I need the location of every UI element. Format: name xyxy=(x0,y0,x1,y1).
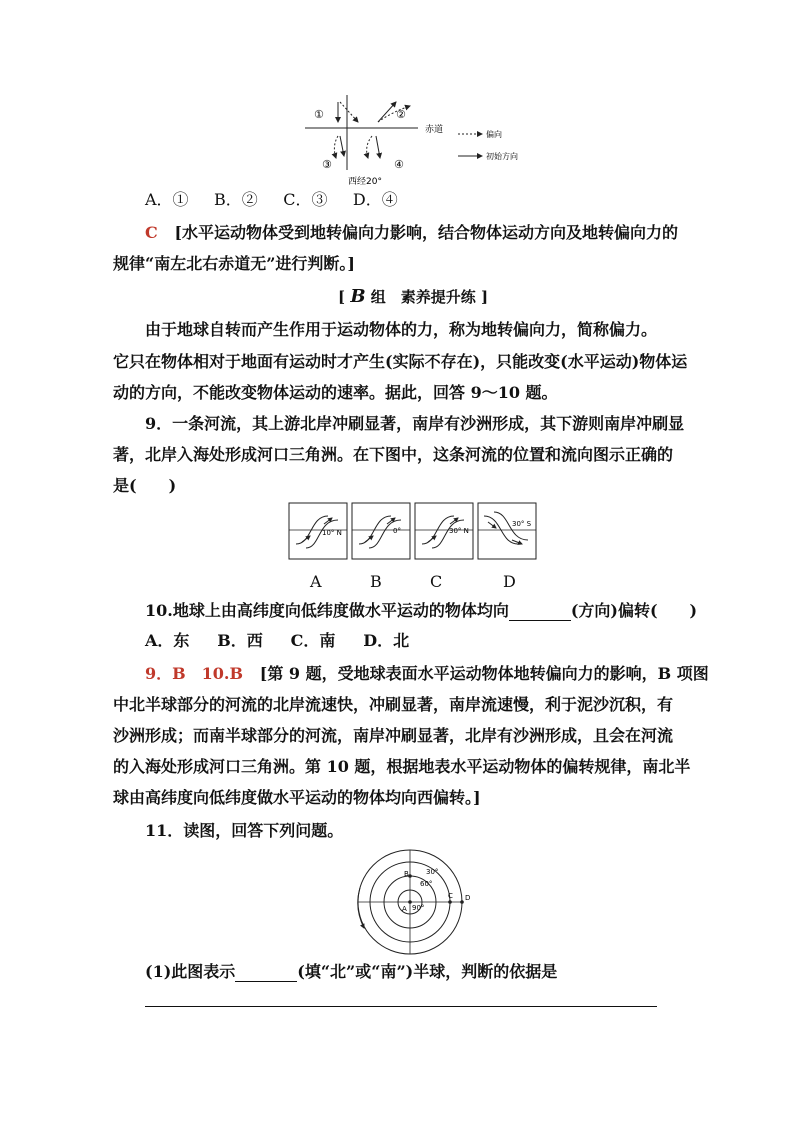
panel-c-lat: 30° N xyxy=(449,527,469,535)
ans910-line-4: 的入海处形成河口三角洲。第 10 题，根据地表水平运动物体的偏转规律，南北半 xyxy=(113,757,691,776)
label-1: ① xyxy=(314,108,324,121)
label-4: ④ xyxy=(394,158,404,171)
polar-diagram xyxy=(350,848,480,958)
q11-sub1-a: (1)此图表示 xyxy=(145,962,236,981)
q10-option-a: A．东 xyxy=(145,631,190,650)
q9-line-2: 著，北岸入海处形成河口三角洲。在下图中，这条河流的位置和流向图示正确的 xyxy=(113,445,674,464)
q10-stem-a: 10.地球上由高纬度向低纬度做水平运动的物体均向 xyxy=(145,601,509,620)
deflection-diagram xyxy=(300,90,540,190)
q8-answer-text1: [水平运动物体受到地转偏向力影响，结合物体运动方向及地转偏向力的 xyxy=(174,223,679,242)
section-bracket-left: [ xyxy=(338,288,351,306)
ans910-line-3: 沙洲形成；而南半球部分的河流，南岸冲刷显著，北岸有沙洲形成，且会在河流 xyxy=(113,726,674,745)
panel-letter-d: D xyxy=(503,572,516,591)
ans910-line-2: 中北半球部分的河流的北岸流速快，冲刷显著，南岸流速慢，利于泥沙沉积，有 xyxy=(113,695,674,714)
panel-a-lat: 10° N xyxy=(322,529,342,537)
q10-option-d: D．北 xyxy=(363,631,410,650)
q10-blank xyxy=(509,602,571,621)
q10-stem xyxy=(145,601,697,621)
q9-line-3: 是( ) xyxy=(113,476,177,495)
section-bracket-right: ] xyxy=(481,288,489,306)
panel-a xyxy=(289,503,347,559)
intro-line-3: 动的方向，不能改变物体运动的速率。据此，回答 9～10 题。 xyxy=(113,383,558,402)
label-2: ② xyxy=(396,108,406,121)
panel-letter-b: B xyxy=(370,572,382,591)
point-a: A xyxy=(402,905,407,913)
q10-stem-b: (方向)偏转( ) xyxy=(570,601,698,620)
q8-option-a: A．① xyxy=(145,190,189,209)
arrow-initial-4 xyxy=(376,136,380,158)
q8-answer-letter: C xyxy=(145,223,158,242)
q11-sub1-blank xyxy=(235,963,297,982)
arrow-initial-3 xyxy=(340,136,344,156)
label-60: 60° xyxy=(420,880,433,888)
meridian-label: 西经20° xyxy=(348,177,382,187)
ans910-text1: [第 9 题，受地球表面水平运动物体地转偏向力的影响，B 项图 xyxy=(259,664,709,683)
q10-option-c: C．南 xyxy=(290,631,336,650)
arrow-initial-2 xyxy=(378,102,396,122)
q8-answer-line1 xyxy=(145,223,678,243)
intro-line-2: 它只在物体相对于地面有运动时才产生(实际不存在)，只能改变(水平运动)物体运 xyxy=(113,352,688,371)
q9-line-1: 9．一条河流，其上游北岸冲刷显著，南岸有沙洲形成，其下游则南岸冲刷显 xyxy=(145,414,685,433)
equator-label: 赤道 xyxy=(425,125,444,135)
label-3: ③ xyxy=(322,158,332,171)
q10-option-b: B．西 xyxy=(217,631,263,650)
legend-initial: 初始方向 xyxy=(486,152,518,161)
section-title: 组 素养提升练 xyxy=(370,288,476,306)
label-30: 30° xyxy=(426,868,439,876)
section-header xyxy=(338,287,488,307)
intro-line-1: 由于地球自转而产生作用于运动物体的力，称为地转偏向力，简称偏力。 xyxy=(145,320,658,339)
arrow-deflect-3 xyxy=(334,136,338,158)
q11-sub1-b: (填“北”或“南”)半球，判断的依据是 xyxy=(297,962,558,981)
panel-b-lat: 0° xyxy=(393,527,401,535)
panel-letter-a: A xyxy=(310,572,322,591)
q8-option-b: B．② xyxy=(214,190,258,209)
q8-options xyxy=(145,190,398,210)
panel-b xyxy=(352,503,410,559)
panel-letter-c: C xyxy=(430,572,443,591)
ans910-head: 9．B 10.B xyxy=(145,664,244,683)
q11-stem: 11．读图，回答下列问题。 xyxy=(145,821,344,840)
legend-deflect: 偏向 xyxy=(486,130,502,139)
point-c: C xyxy=(448,892,453,900)
q11-answer-line xyxy=(145,1006,657,1007)
point-d: D xyxy=(465,894,471,902)
label-90: 90° xyxy=(412,904,425,912)
q8-option-c: C．③ xyxy=(283,190,328,209)
q8-option-d: D．④ xyxy=(352,190,398,209)
panel-c xyxy=(415,503,473,559)
ans910-line-1 xyxy=(145,664,709,684)
panel-d-lat: 30° S xyxy=(512,520,532,528)
section-badge: B xyxy=(350,286,366,307)
panel-d xyxy=(478,503,536,559)
river-panels xyxy=(288,502,540,564)
q8-answer-line2: 规律“南左北右赤道无”进行判断。] xyxy=(113,254,355,273)
ans910-line-5: 球由高纬度向低纬度做水平运动的物体均向西偏转。] xyxy=(113,788,481,807)
arrow-deflect-4 xyxy=(367,136,372,158)
q10-options xyxy=(145,631,409,651)
q11-sub1 xyxy=(145,962,557,982)
arrow-deflect-1 xyxy=(340,102,358,122)
point-b: B xyxy=(404,870,409,878)
